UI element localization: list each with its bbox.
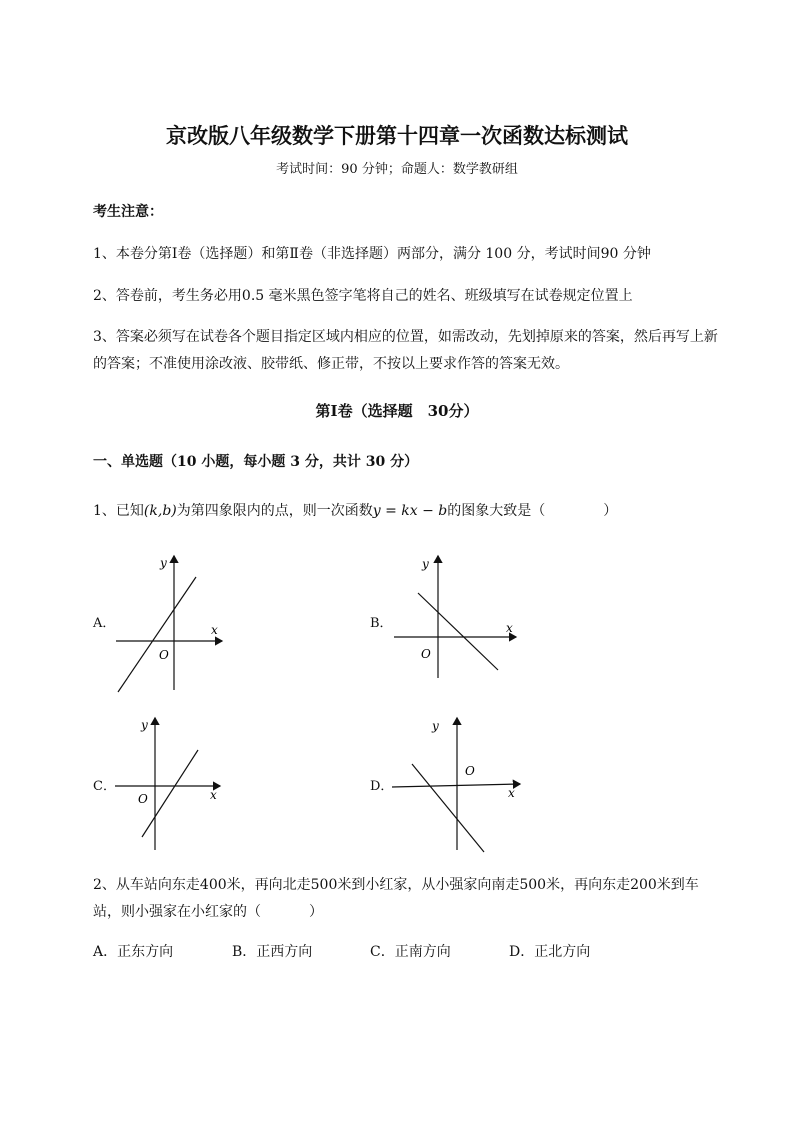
x-axis-label: x xyxy=(211,623,218,637)
origin-label: O xyxy=(465,764,475,778)
origin-label: O xyxy=(138,792,148,806)
option-b-label[interactable]: B． xyxy=(370,616,393,631)
function-line xyxy=(118,577,196,692)
q1-function: y = kx − b xyxy=(372,503,448,519)
q2-choice-c[interactable]: C．正南方向 xyxy=(370,944,451,960)
option-c-graph[interactable] xyxy=(110,712,230,857)
question-2-line-2 xyxy=(93,901,323,921)
q2-choice-d[interactable]: D．正北方向 xyxy=(509,944,591,960)
origin-label: O xyxy=(159,648,169,662)
y-axis-label: y xyxy=(141,718,148,732)
notice-heading: 考生注意： xyxy=(93,204,163,220)
q1-point: (k,b) xyxy=(143,503,177,519)
option-d-graph[interactable] xyxy=(390,712,525,857)
x-axis xyxy=(392,784,520,787)
q2-choice-b[interactable]: B．正西方向 xyxy=(232,944,313,960)
option-a-graph[interactable] xyxy=(110,550,230,700)
q1-close: ） xyxy=(603,503,618,519)
x-axis-label: x xyxy=(506,621,513,635)
q2-prefix: 站，则小强家在小红家的（ xyxy=(93,904,261,920)
exam-info: 考试时间：90 分钟；命题人：数学教研组 xyxy=(276,162,518,177)
y-axis-label: y xyxy=(432,719,439,733)
question-1 xyxy=(93,500,617,520)
option-d-label[interactable]: D． xyxy=(370,779,394,794)
subsection-title: 一、单选题（10 小题，每小题 3 分，共计 30 分） xyxy=(93,454,419,470)
function-line xyxy=(142,750,198,837)
section-title: 第Ⅰ卷（选择题 30分） xyxy=(315,402,479,420)
option-a-label[interactable]: A． xyxy=(93,616,116,631)
notice-item-3-continued: 的答案；不准使用涂改液、胶带纸、修正带，不按以上要求作答的答案无效。 xyxy=(93,356,569,372)
notice-item-1: 1、本卷分第Ⅰ卷（选择题）和第Ⅱ卷（非选择题）两部分，满分 100 分，考试时间90 分钟 xyxy=(93,246,651,262)
y-axis-label: y xyxy=(422,557,429,571)
option-b-graph[interactable] xyxy=(390,550,520,700)
q1-prefix: 1、已知 xyxy=(93,503,144,519)
notice-item-2: 2、答卷前，考生务必用0.5 毫米黑色签字笔将自己的姓名、班级填写在试卷规定位置上 xyxy=(93,288,633,304)
q2-close: ） xyxy=(309,904,323,920)
option-c-label[interactable]: C． xyxy=(93,779,116,794)
question-2-line-1: 2、从车站向东走400米，再向北走500米到小红家，从小强家向南走500米，再向东走200米到车 xyxy=(93,877,699,893)
page-title: 京改版八年级数学下册第十四章一次函数达标测试 xyxy=(166,123,628,148)
x-axis-label: x xyxy=(210,788,217,802)
origin-label: O xyxy=(421,647,431,661)
notice-item-3: 3、答案必须写在试卷各个题目指定区域内相应的位置，如需改动，先划掉原来的答案，然后再写上新 xyxy=(93,329,718,345)
q2-choice-a[interactable]: A．正东方向 xyxy=(93,944,174,960)
q1-middle: 为第四象限内的点，则一次函数 xyxy=(176,503,373,519)
y-axis-label: y xyxy=(160,556,167,570)
x-axis-label: x xyxy=(508,786,515,800)
q1-suffix: 的图象大致是（ xyxy=(447,503,546,519)
